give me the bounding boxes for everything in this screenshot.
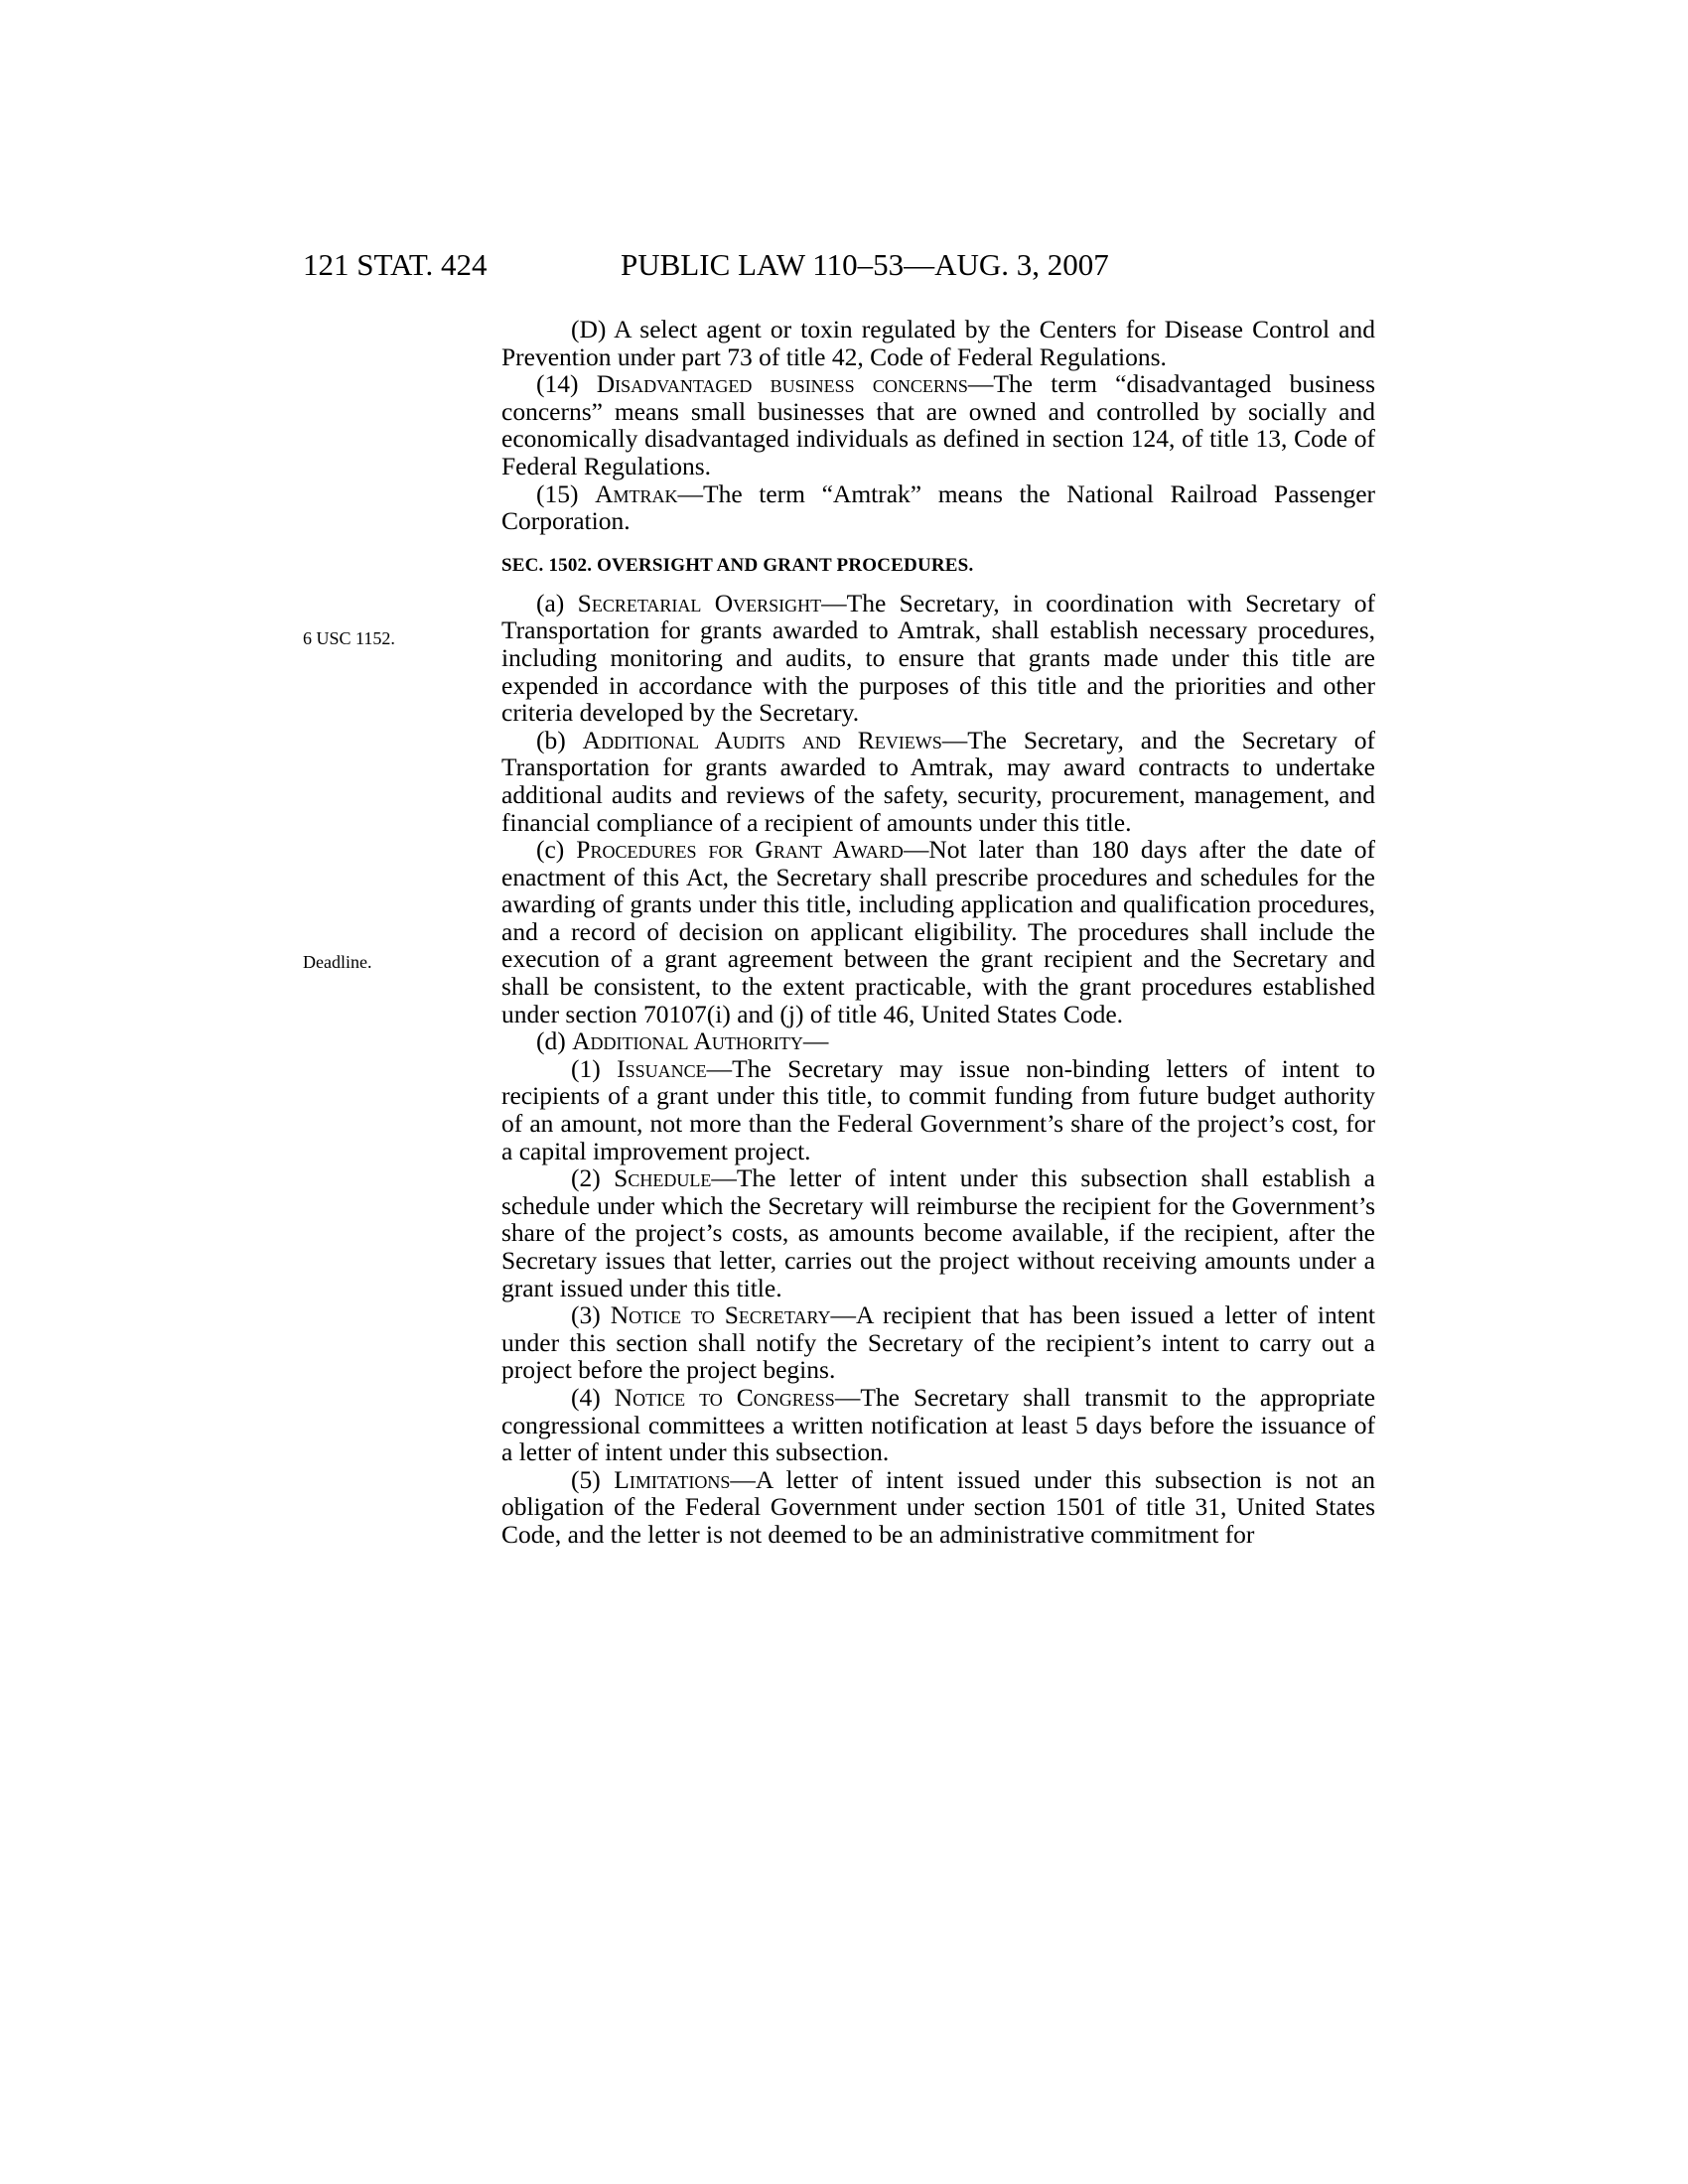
subsection-a xyxy=(501,590,1375,727)
margin-note-usc: 6 USC 1152. xyxy=(303,628,395,648)
paragraph-text: —The letter of intent under this subsection shall establish a schedule under which the Secretary will reimburse the recipient for the Government’s share of the project’s costs, as amounts become available, if the recipient, after the Secretary issues that letter, carries out the project without receiving amounts under a grant issued under this title. xyxy=(501,1163,1375,1302)
subsection-text: —Not later than 180 days after the date of enactment of this Act, the Secretary shall prescribe procedures and schedules for the awarding of grants under this title, including application and qualification procedures, and a record of decision on applicant eligibility. The procedures shall include the execution of a grant agreement between the grant recipient and the Secretary and shall be consistent, to the extent practicable, with the grant procedures established under section 70107(i) and (j) of title 46, United States Code. xyxy=(501,835,1376,1028)
paragraph-number: (3) xyxy=(571,1300,601,1330)
subsection-c xyxy=(501,836,1375,1027)
subsection-text: — xyxy=(802,1026,829,1056)
paragraph-heading: Notice to Congress xyxy=(614,1382,835,1412)
subsection-text: —The Secretary, and the Secretary of Transportation for grants awarded to Amtrak, may award contracts to undertake additional audits and reviews of the safety, security, procurement, management, and financial compliance of a recipient of amounts under this title. xyxy=(501,725,1376,837)
margin-note-deadline: Deadline. xyxy=(303,952,372,972)
subsection-heading: Additional Authority xyxy=(572,1026,803,1056)
subsection-text: —The Secretary, in coordination with Secretary of Transportation for grants awarded to Amtrak, shall establish necessary procedures, including monitoring and audits, to ensure that grants made under this title are expended in accordance with the purposes of this title and the priorities and other criteria developed by the Secretary. xyxy=(501,588,1375,728)
subsection-number: (c) xyxy=(536,835,565,865)
paragraph-d1 xyxy=(501,1055,1375,1164)
subsection-heading: Secretarial Oversight xyxy=(577,588,822,617)
paragraph-15 xyxy=(501,480,1375,535)
paragraph-14 xyxy=(501,370,1375,479)
paragraph-text: —The Secretary shall transmit to the appropriate congressional committees a written notification at least 5 days before the issuance of a letter of intent under this subsection. xyxy=(501,1382,1376,1467)
body-text xyxy=(501,316,1375,1549)
paragraph-heading: Disadvantaged business concerns xyxy=(596,369,968,399)
running-header: PUBLIC LAW 110–53—AUG. 3, 2007 xyxy=(621,247,1109,282)
paragraph-text: —A letter of intent issued under this subsection is not an obligation of the Federal Government under section 1501 of title 31, United States Code, and the letter is not deemed to be an administrative commitment for xyxy=(501,1464,1376,1549)
paragraph-text: —The Secretary may issue non-binding letters of intent to recipients of a grant under this title, to commit funding from future budget authority of an amount, not more than the Federal Government’s share of the project’s cost, for a capital improvement project. xyxy=(501,1053,1376,1165)
paragraph-heading: Amtrak xyxy=(595,478,678,508)
paragraph-d2 xyxy=(501,1164,1375,1301)
paragraph-number: (14) xyxy=(536,369,579,399)
subsection-number: (d) xyxy=(536,1026,566,1056)
subsection-b xyxy=(501,727,1375,836)
paragraph-number: (4) xyxy=(571,1382,601,1412)
paragraph-heading: Limitations xyxy=(614,1464,731,1494)
subsection-number: (b) xyxy=(536,725,566,754)
subsection-d xyxy=(501,1027,1375,1055)
paragraph-d5 xyxy=(501,1466,1375,1549)
statute-page-number: 121 STAT. 424 xyxy=(303,247,488,282)
paragraph-text: —The term “disadvantaged business concerns” means small businesses that are owned and controlled by socially and economically disadvantaged individuals as defined in section 124, of title 13, Code of Federal Regulations. xyxy=(501,369,1376,480)
paragraph-heading: Schedule xyxy=(614,1163,712,1193)
paragraph-d3 xyxy=(501,1301,1375,1384)
subsection-heading: Additional Audits and Reviews xyxy=(582,725,942,754)
paragraph-number: (2) xyxy=(571,1163,601,1193)
paragraph-text: —The term “Amtrak” means the National Railroad Passenger Corporation. xyxy=(501,478,1376,536)
section-heading: SEC. 1502. OVERSIGHT AND GRANT PROCEDURES. xyxy=(501,554,974,576)
paragraph-d-select-agent: (D) A select agent or toxin regulated by the Centers for Disease Control and Prevention under part 73 of title 42, Code of Federal Regulations. xyxy=(501,315,1375,371)
paragraph-text: —A recipient that has been issued a letter of intent under this section shall notify the Secretary of the recipient’s intent to carry out a project before the project begins. xyxy=(501,1300,1376,1385)
subsection-number: (a) xyxy=(536,588,565,617)
paragraph-heading: Notice to Secretary xyxy=(610,1300,831,1330)
paragraph-number: (5) xyxy=(571,1464,601,1494)
paragraph-heading: Issuance xyxy=(617,1053,707,1083)
paragraph-number: (15) xyxy=(536,478,579,508)
paragraph-number: (1) xyxy=(571,1053,601,1083)
paragraph-d4 xyxy=(501,1384,1375,1466)
subsection-heading: Procedures for Grant Award xyxy=(576,835,904,865)
